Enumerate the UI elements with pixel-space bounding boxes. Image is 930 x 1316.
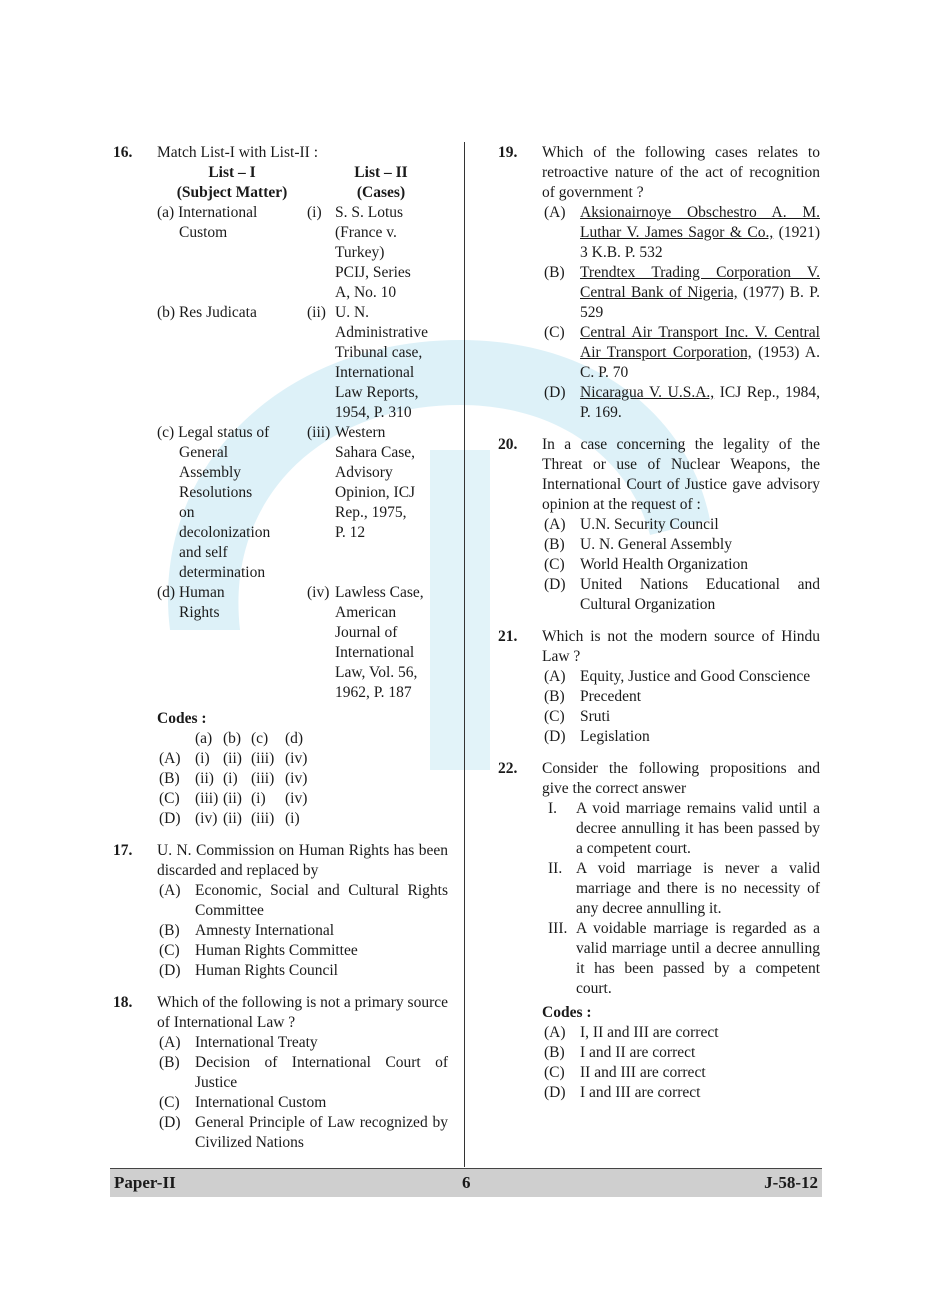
list2-line: S. S. Lotus (335, 204, 404, 221)
list1-line: decolonization (179, 524, 271, 541)
list2-line: International (335, 644, 415, 661)
option (544, 383, 820, 423)
question-stem: Match List-I with List-II : (157, 144, 318, 161)
option-label: (B) (159, 922, 180, 939)
list2-item (335, 423, 455, 583)
option (544, 727, 820, 747)
codes-cell: (iii) (195, 790, 219, 807)
option-text: Human Rights Council (195, 962, 338, 979)
option-label: (C) (544, 1064, 565, 1081)
list1-line: (b) Res Judicata (157, 304, 257, 321)
question-number: 19. (498, 144, 518, 161)
option-text (580, 203, 820, 263)
option-label: (D) (544, 728, 566, 745)
list1-line: Custom (179, 224, 228, 241)
question-stem: Which is not the modern source of Hindu Law ? (542, 628, 820, 665)
question-number: 16. (113, 144, 133, 161)
option-text: Precedent (580, 688, 642, 705)
options-list (542, 203, 820, 423)
match-row (157, 203, 448, 303)
match-row (157, 303, 448, 423)
list2-line: U. N. (335, 304, 370, 321)
codes-cell: (iv) (285, 770, 308, 787)
option-label: (D) (159, 962, 181, 979)
codes-cell: (i) (285, 810, 300, 827)
option (544, 1063, 820, 1083)
list1-line: Assembly (179, 464, 241, 481)
question-19 (498, 143, 820, 423)
list2-item (335, 203, 455, 303)
proposition-label: II. (548, 860, 563, 877)
question-stem: In a case concerning the legality of the Threat or use of Nuclear Weapons, the International Court of Justice gave advisory opinion at the request of : (542, 436, 820, 513)
option-text: U. N. General Assembly (580, 536, 732, 553)
codes-cell: (iv) (195, 810, 218, 827)
codes-header-cell (159, 729, 195, 749)
option-text: U.N. Security Council (580, 516, 719, 533)
option-label: (A) (159, 882, 181, 899)
option-label: (A) (544, 516, 566, 533)
list1-line: General (179, 444, 229, 461)
case-name: Trendtex Trading Corporation V. Central Bank of Nigeria, (580, 264, 820, 301)
option-label: (B) (544, 688, 565, 705)
list2-heading: List – II (354, 164, 408, 181)
list1-line: (d) Human (157, 584, 225, 601)
list1-item (157, 583, 307, 703)
match-table (157, 163, 448, 203)
option (159, 1053, 448, 1093)
list1-line: (c) Legal status of (157, 424, 270, 441)
footer-code: J-58-12 (764, 1173, 818, 1192)
list2-line: PCIJ, Series (335, 264, 411, 281)
question-stem: U. N. Commission on Human Rights has been discarded and replaced by (157, 842, 448, 879)
option-label: (C) (159, 942, 180, 959)
list2-item (335, 583, 455, 703)
options-list (542, 667, 820, 747)
option-label: (B) (544, 1044, 565, 1061)
question-number: 22. (498, 760, 518, 777)
codes-header-cell: (c) (251, 730, 269, 747)
option (159, 881, 448, 921)
list2-line: 1954, P. 310 (335, 404, 412, 421)
list2-line: International (335, 364, 415, 381)
option (544, 263, 820, 323)
option-label: (D) (544, 576, 566, 593)
proposition (548, 799, 820, 859)
codes-label: Codes : (157, 710, 207, 727)
options-list (157, 881, 448, 981)
option-text: United Nations Educational and Cultural Organization (580, 576, 820, 613)
question-21 (498, 627, 820, 747)
case-name: Central Air Transport Inc. V. Central Air Transport Corporation, (580, 324, 820, 361)
list1-item (157, 303, 307, 423)
list2-line: Journal of (335, 624, 398, 641)
option-label: (A) (159, 1034, 181, 1051)
list2-line: Law Reports, (335, 384, 419, 401)
option-text: Sruti (580, 708, 611, 725)
list2-line: Sahara Case, (335, 444, 416, 461)
codes-header-cell: (b) (223, 730, 242, 747)
option (544, 1083, 820, 1103)
list2-line: Turkey) (335, 244, 385, 261)
option (159, 961, 448, 981)
footer-paper-label: Paper-II (114, 1173, 176, 1192)
list2-numeral: (iv) (307, 584, 330, 601)
option (159, 1113, 448, 1153)
list2-line: American (335, 604, 397, 621)
option-text: Economic, Social and Cultural Rights Committee (195, 882, 448, 919)
question-16 (113, 143, 448, 829)
proposition (548, 859, 820, 919)
option-text: I and III are correct (580, 1084, 701, 1101)
propositions-list (542, 799, 820, 999)
option (544, 667, 820, 687)
case-citation: (1921) 3 K.B. P. 532 (580, 224, 820, 261)
proposition-label: I. (548, 800, 558, 817)
list1-heading: List – I (208, 164, 256, 181)
proposition-text: A void marriage remains valid until a decree annulling it has been passed by a competent court. (576, 800, 820, 857)
codes-cell: (iii) (251, 770, 275, 787)
option-text: World Health Organization (580, 556, 749, 573)
option (544, 1043, 820, 1063)
right-column (498, 143, 820, 1103)
list1-line: and self (179, 544, 228, 561)
codes-cell: (C) (159, 790, 180, 807)
match-rows (157, 203, 448, 703)
list2-line: Western (335, 424, 386, 441)
option-label: (B) (159, 1054, 180, 1071)
list1-item (157, 423, 307, 583)
match-row (157, 583, 448, 703)
option-label: (B) (544, 536, 565, 553)
codes-cell: (D) (159, 810, 181, 827)
option-text: I and II are correct (580, 1044, 696, 1061)
option-text: Legislation (580, 728, 650, 745)
list2-line: P. 12 (335, 524, 366, 541)
option-label: (D) (159, 1114, 181, 1131)
question-stem: Consider the following propositions and give the correct answer (542, 760, 820, 797)
question-number: 18. (113, 994, 133, 1011)
list2-line: Advisory (335, 464, 393, 481)
option-label: (A) (544, 204, 566, 221)
option (159, 1033, 448, 1053)
proposition-text: A void marriage is never a valid marriage and there is no necessity of any decree annulling it. (576, 860, 820, 917)
option (544, 515, 820, 535)
option-label: (D) (544, 384, 566, 401)
list1-item (157, 203, 307, 303)
list2-line: (France v. (335, 224, 397, 241)
option-text: General Principle of Law recognized by Civilized Nations (195, 1114, 448, 1151)
question-17 (113, 841, 448, 981)
list2-line: Tribunal case, (335, 344, 423, 361)
list2-item (335, 303, 455, 423)
footer-page-number: 6 (462, 1173, 471, 1192)
question-number: 21. (498, 628, 518, 645)
codes-header-cell: (a) (195, 730, 213, 747)
column-divider (464, 142, 465, 1167)
option-text (580, 323, 820, 383)
option (544, 1023, 820, 1043)
option-text (580, 383, 820, 423)
option-label: (A) (544, 668, 566, 685)
option-text: International Treaty (195, 1034, 318, 1051)
option-text: I, II and III are correct (580, 1024, 719, 1041)
page-footer (110, 1168, 822, 1197)
proposition (548, 919, 820, 999)
option (159, 941, 448, 961)
codes-cell: (B) (159, 770, 180, 787)
list1-line: Rights (179, 604, 220, 621)
list2-line: Rep., 1975, (335, 504, 407, 521)
codes-header-cell: (d) (285, 730, 304, 747)
case-citation: (1953) A. C. P. 70 (580, 344, 820, 381)
question-18 (113, 993, 448, 1153)
codes-cell: (ii) (195, 770, 214, 787)
option-text: Amnesty International (195, 922, 335, 939)
codes-cell: (ii) (223, 750, 242, 767)
case-name: Aksionairnoye Obschestro A. M. Luthar V. James Sagor & Co., (580, 204, 820, 241)
codes-cell: (i) (223, 770, 238, 787)
option (544, 707, 820, 727)
list1-line: on (179, 504, 195, 521)
option-label: (C) (544, 324, 565, 341)
case-citation: (1977) B. P. 529 (580, 284, 820, 321)
list1-line: determination (179, 564, 266, 581)
list2-numeral: (i) (307, 204, 322, 221)
codes-table (159, 729, 448, 829)
left-column (113, 143, 448, 1153)
option-text (580, 263, 820, 323)
option (544, 323, 820, 383)
codes-cell: (ii) (223, 790, 242, 807)
option-text: Human Rights Committee (195, 942, 358, 959)
list2-numeral: (ii) (307, 304, 326, 321)
codes-cell: (ii) (223, 810, 242, 827)
list1-line: Resolutions (179, 484, 253, 501)
codes-cell: (iv) (285, 750, 308, 767)
codes-cell: (iii) (251, 810, 275, 827)
options-list (542, 515, 820, 615)
option-label: (D) (544, 1084, 566, 1101)
option-label: (B) (544, 264, 565, 281)
codes-cell: (iv) (285, 790, 308, 807)
option-text: Decision of International Court of Justice (195, 1054, 448, 1091)
options-list (542, 1023, 820, 1103)
codes-label: Codes : (542, 1004, 592, 1021)
question-20 (498, 435, 820, 615)
option (544, 203, 820, 263)
option-text: II and III are correct (580, 1064, 706, 1081)
codes-cell: (i) (195, 750, 210, 767)
codes-cell: (iii) (251, 750, 275, 767)
options-list (157, 1033, 448, 1153)
option-label: (C) (544, 556, 565, 573)
list2-line: Administrative (335, 324, 428, 341)
list2-line: Opinion, ICJ (335, 484, 416, 501)
proposition-text: A voidable marriage is regarded as a valid marriage until a decree annulling it has been passed by a competent court. (576, 920, 820, 997)
list2-line: Lawless Case, (335, 584, 424, 601)
question-22 (498, 759, 820, 1103)
codes-cell: (A) (159, 750, 181, 767)
option-label: (A) (544, 1024, 566, 1041)
case-citation: ICJ Rep., 1984, P. 169. (580, 384, 820, 421)
list1-subheading: (Subject Matter) (176, 184, 288, 201)
option (544, 575, 820, 615)
option-label: (C) (544, 708, 565, 725)
option (544, 555, 820, 575)
proposition-label: III. (548, 920, 568, 937)
question-number: 20. (498, 436, 518, 453)
option-label: (C) (159, 1094, 180, 1111)
list2-line: 1962, P. 187 (335, 684, 412, 701)
case-name: Nicaragua V. U.S.A., (580, 384, 715, 401)
option (544, 687, 820, 707)
list2-line: Law, Vol. 56, (335, 664, 418, 681)
list2-subheading: (Cases) (356, 184, 406, 201)
match-row (157, 423, 448, 583)
option (159, 921, 448, 941)
question-stem: Which of the following cases relates to retroactive nature of the act of recognition of government ? (542, 144, 820, 201)
list2-line: A, No. 10 (335, 284, 397, 301)
option-text: Equity, Justice and Good Conscience (580, 668, 811, 685)
option (159, 1093, 448, 1113)
option-text: International Custom (195, 1094, 327, 1111)
option (544, 535, 820, 555)
list1-line: (a) International (157, 204, 258, 221)
codes-cell: (i) (251, 790, 266, 807)
question-stem: Which of the following is not a primary source of International Law ? (157, 994, 448, 1031)
question-number: 17. (113, 842, 133, 859)
list2-numeral: (iii) (307, 424, 331, 441)
